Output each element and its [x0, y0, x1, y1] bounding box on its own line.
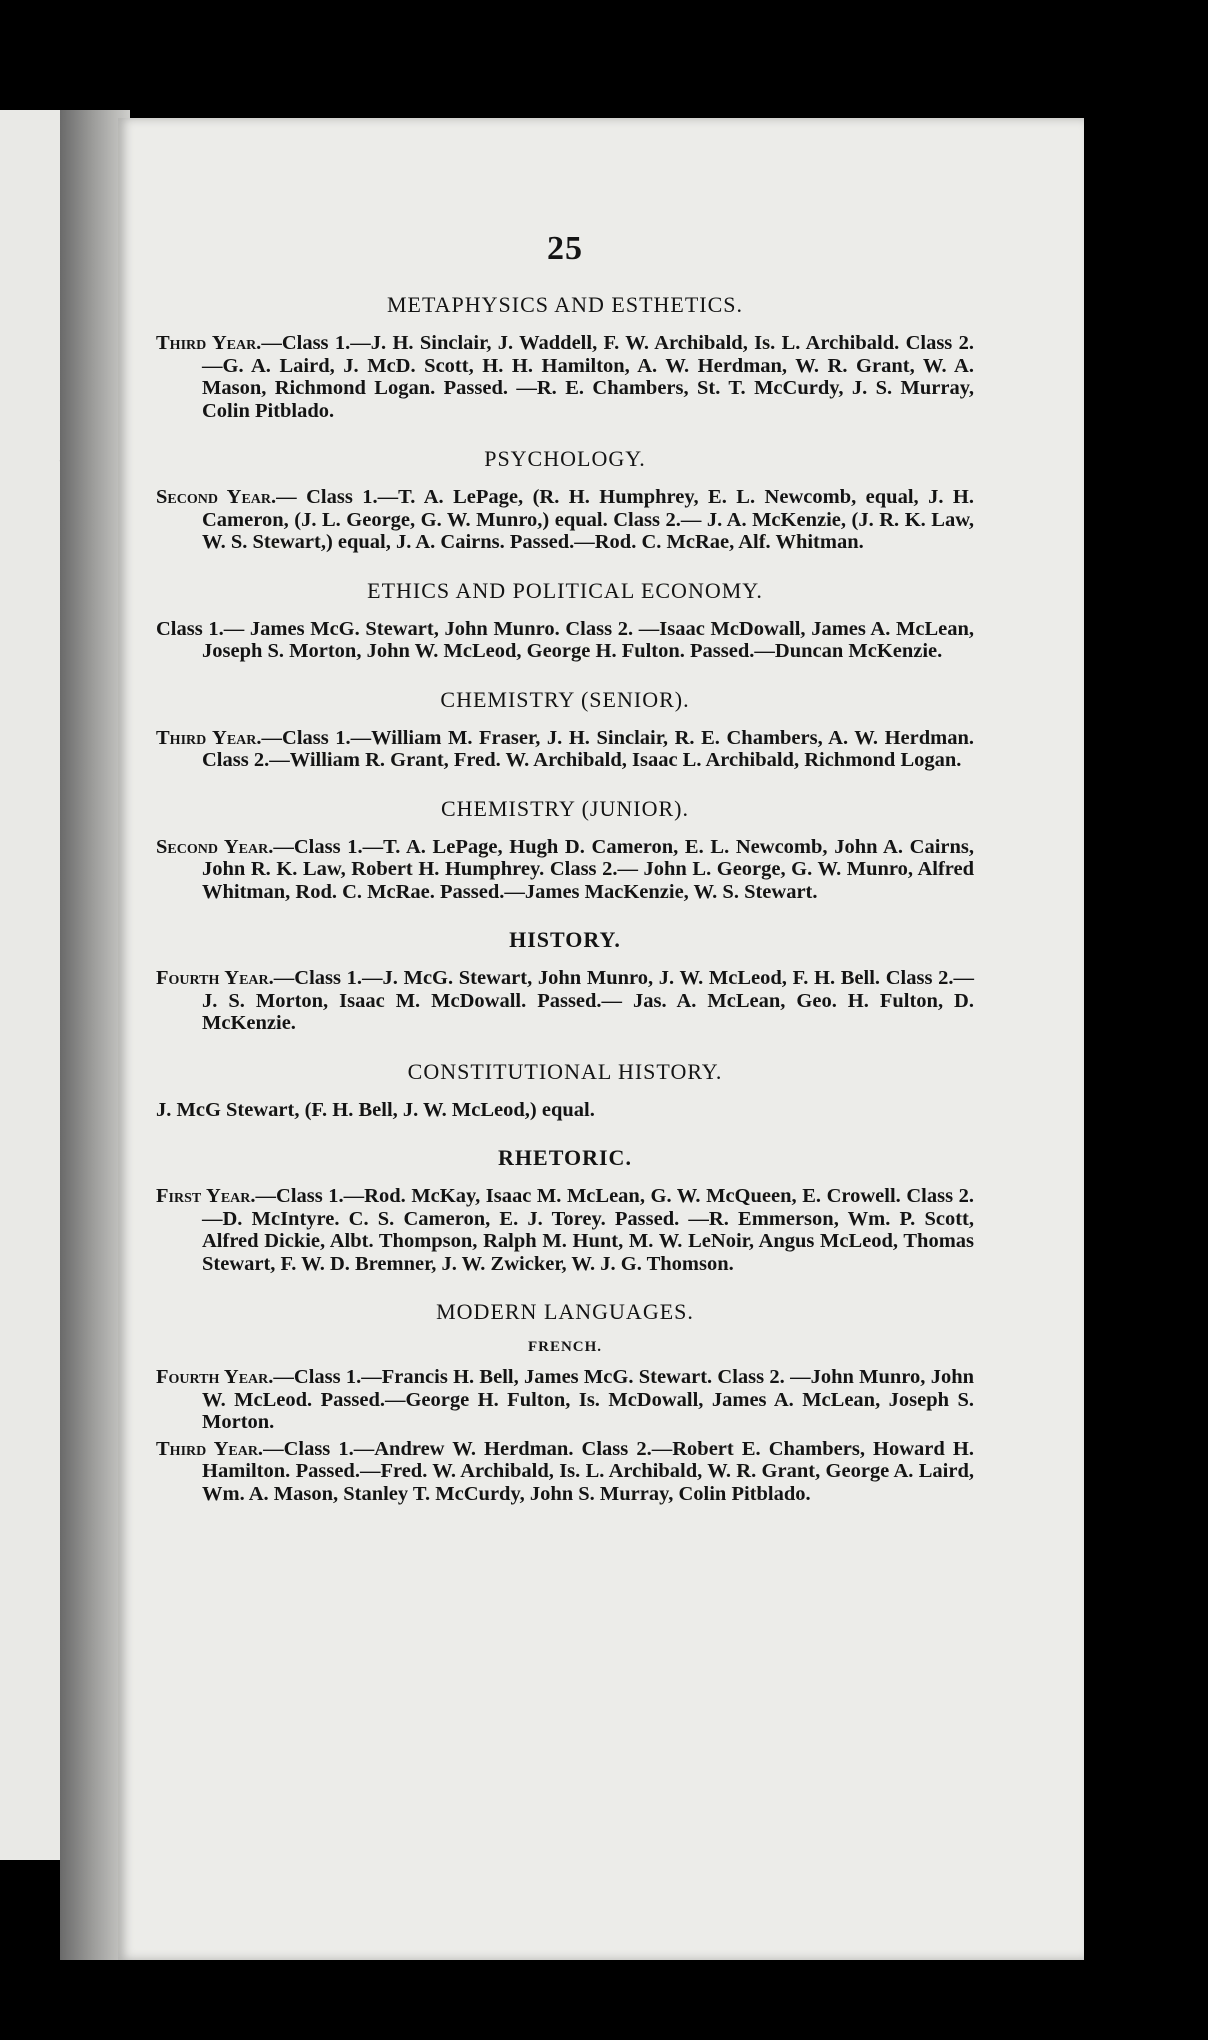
year-label: First Year.	[156, 1185, 256, 1207]
paragraph-text: J. McG Stewart, (F. H. Bell, J. W. McLeod,) equal.	[156, 1098, 595, 1121]
section-title-chemistry-senior: CHEMISTRY (SENIOR).	[440, 686, 690, 712]
paragraph-text: —Class 1.—T. A. LePage, Hugh D. Cameron, E. L. Newcomb, John A. Cairns, John R. K. Law, Robert H. Humphrey. Class 2.— John L. George, G. W. Munro, Alfred Whitman, Rod. C. McRae. Passed.—James MacKenzie, W. S. Stewart.	[202, 835, 975, 903]
paragraph-text: —Class 1.—Rod. McKay, Isaac M. McLean, G. W. McQueen, E. Crowell. Class 2.—D. McIntyre. C. S. Cameron, E. J. Torey. Passed. —R. Emmerson, Wm. P. Scott, Alfred Dickie, Albt. Thompson, Ralph M. Hunt, M. W. LeNoir, Angus McLeod, Thomas Stewart, F. W. D. Bremner, J. W. Zwicker, W. J. G. Thomson.	[202, 1185, 974, 1275]
section-title-ethics: ETHICS AND POLITICAL ECONOMY.	[367, 577, 763, 603]
paragraph-text: —Class 1.—J. McG. Stewart, John Munro, J. W. McLeod, F. H. Bell. Class 2.—J. S. Morton, Isaac M. McDowall. Passed.— Jas. A. McLean, Geo. H. Fulton, D. McKenzie.	[202, 967, 974, 1034]
paragraph-ethics	[156, 618, 974, 663]
section-title-metaphysics: METAPHYSICS AND ESTHETICS.	[386, 292, 744, 317]
paragraph-chemistry-junior	[156, 836, 974, 904]
section-title-history: HISTORY.	[509, 927, 621, 952]
section-title-modern-languages: MODERN LANGUAGES.	[436, 1299, 694, 1324]
year-label: Third Year.	[156, 726, 262, 749]
section-title-constitutional-history: CONSTITUTIONAL HISTORY.	[407, 1058, 723, 1084]
paragraph-text: —Class 1.—Andrew W. Herdman. Class 2.—Robert E. Chambers, Howard H. Hamilton. Passed.—Fred. W. Archibald, Is. L. Archibald, W. R. Grant, George A. Laird, Wm. A. Mason, Stanley T. McCurdy, John S. Murray, Colin Pitblado.	[202, 1437, 974, 1505]
page-number: 25	[547, 230, 583, 267]
paragraph-french-third-year	[156, 1438, 974, 1506]
paragraph-text: Class 1.— James McG. Stewart, John Munro. Class 2. —Isaac McDowall, James A. McLean, Joseph S. Morton, John W. McLeod, George H. Fulton. Passed.—Duncan McKenzie.	[156, 617, 974, 662]
paragraph-text: — Class 1.—T. A. LePage, (R. H. Humphrey, E. L. Newcomb, equal, J. H. Cameron, (J. L. George, G. W. Munro,) equal. Class 2.— J. A. McKenzie, (J. R. K. Law, W. S. Stewart,) equal, J. A. Cairns. Passed.—Rod. C. McRae, Alf. Whitman.	[202, 486, 974, 553]
year-label: Fourth Year.	[156, 967, 274, 989]
paragraph-psychology	[156, 486, 974, 554]
paragraph-text: —Class 1.—Francis H. Bell, James McG. Stewart. Class 2. —John Munro, John W. McLeod. Passed.—George H. Fulton, Is. McDowall, James A. McLean, Joseph S. Morton.	[202, 1366, 974, 1433]
paragraph-chemistry-senior	[156, 727, 974, 772]
page-content	[156, 230, 974, 1505]
year-label: Third Year.	[156, 332, 262, 354]
paragraph-text: —Class 1.—William M. Fraser, J. H. Sinclair, R. E. Chambers, A. W. Herdman. Class 2.—William R. Grant, Fred. W. Archibald, Isaac L. Archibald, Richmond Logan.	[202, 726, 974, 771]
section-title-psychology: PSYCHOLOGY.	[484, 446, 646, 471]
paragraph-constitutional-history	[156, 1099, 974, 1122]
section-title-rhetoric: RHETORIC.	[498, 1145, 632, 1170]
year-label: Fourth Year.	[156, 1366, 274, 1388]
year-label: Second Year.	[156, 835, 274, 858]
section-title-chemistry-junior: CHEMISTRY (JUNIOR).	[441, 795, 689, 821]
paragraph-metaphysics	[156, 332, 974, 422]
paragraph-text: —Class 1.—J. H. Sinclair, J. Waddell, F. W. Archibald, Is. L. Archibald. Class 2.—G. A. Laird, J. McD. Scott, H. H. Hamilton, A. W. Herdman, W. R. Grant, W. A. Mason, Richmond Logan. Passed. —R. E. Chambers, St. T. McCurdy, J. S. Murray, Colin Pitblado.	[202, 332, 974, 422]
year-label: Second Year.	[156, 486, 277, 508]
paragraph-history	[156, 967, 974, 1035]
subsection-title-french: FRENCH.	[527, 1339, 603, 1355]
paragraph-rhetoric	[156, 1185, 974, 1275]
year-label: Third Year.	[156, 1437, 264, 1460]
document-page	[118, 118, 1084, 1960]
paragraph-french-fourth-year	[156, 1366, 974, 1434]
